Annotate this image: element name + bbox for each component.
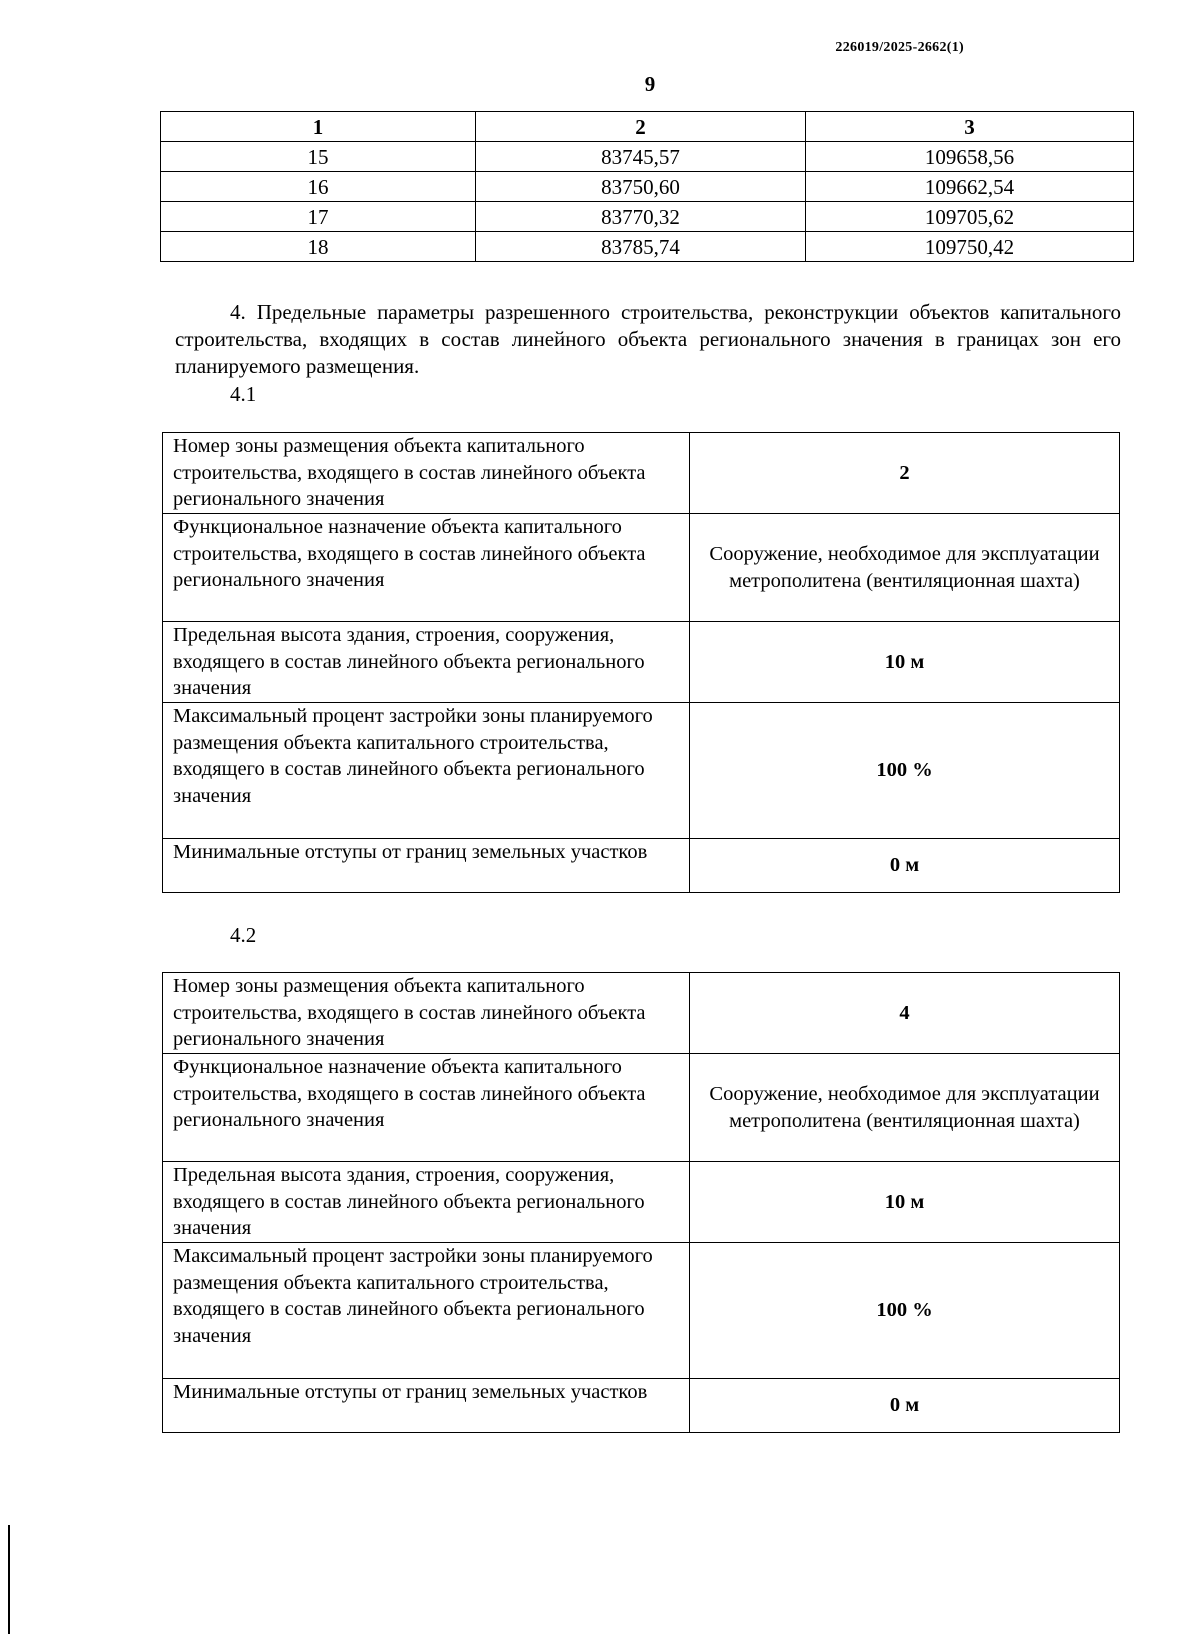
row-label: Максимальный процент застройки зоны планируемого размещения объекта капитального строительства, входящего в состав линейного объекта регионального значения — [163, 1243, 690, 1379]
subsection-label-4-1: 4.1 — [230, 382, 257, 406]
coord-y: 109750,42 — [806, 232, 1134, 262]
row-label: Максимальный процент застройки зоны планируемого размещения объекта капитального строительства, входящего в состав линейного объекта регионального значения — [163, 703, 690, 839]
point-number: 17 — [161, 202, 476, 232]
row-label: Номер зоны размещения объекта капитального строительства, входящего в состав линейного объекта регионального значения — [163, 973, 690, 1054]
max-coverage: 100 % — [690, 703, 1120, 839]
table-row — [163, 622, 1120, 703]
coord-x: 83785,74 — [476, 232, 806, 262]
max-coverage: 100 % — [690, 1243, 1120, 1379]
functional-purpose: Сооружение, необходимое для эксплуатации метрополитена (вентиляционная шахта) — [690, 1054, 1120, 1162]
column-header: 2 — [476, 112, 806, 142]
coord-x: 83745,57 — [476, 142, 806, 172]
row-label: Предельная высота здания, строения, сооружения, входящего в состав линейного объекта регионального значения — [163, 1162, 690, 1243]
table-row — [163, 703, 1120, 839]
table-row — [163, 1162, 1120, 1243]
zone-number: 2 — [690, 433, 1120, 514]
row-label: Функциональное назначение объекта капитального строительства, входящего в состав линейного объекта регионального значения — [163, 514, 690, 622]
min-setback: 0 м — [690, 1379, 1120, 1433]
document-number: 226019/2025-2662(1) — [835, 40, 964, 55]
scan-edge-line — [8, 1525, 10, 1634]
parameters-table-4-2 — [162, 972, 1120, 1433]
row-label: Минимальные отступы от границ земельных участков — [163, 839, 690, 893]
coord-x: 83750,60 — [476, 172, 806, 202]
point-number: 18 — [161, 232, 476, 262]
row-label: Предельная высота здания, строения, сооружения, входящего в состав линейного объекта регионального значения — [163, 622, 690, 703]
point-number: 16 — [161, 172, 476, 202]
table-header-row — [161, 112, 1134, 142]
table-row — [163, 433, 1120, 514]
max-height: 10 м — [690, 622, 1120, 703]
table-row — [161, 232, 1134, 262]
table-row — [163, 839, 1120, 893]
zone-number: 4 — [690, 973, 1120, 1054]
table-row — [163, 514, 1120, 622]
coordinates-table — [160, 111, 1134, 262]
min-setback: 0 м — [690, 839, 1120, 893]
page-number: 9 — [644, 72, 656, 96]
section-paragraph: 4. Предельные параметры разрешенного строительства, реконструкции объектов капитального строительства, входящих в состав линейного объекта регионального значения в границах зон его планируемого размещения. — [175, 300, 1121, 378]
table-row — [161, 142, 1134, 172]
max-height: 10 м — [690, 1162, 1120, 1243]
table-row — [161, 202, 1134, 232]
subsection-label-4-2: 4.2 — [230, 923, 257, 947]
parameters-table-4-1 — [162, 432, 1120, 893]
coord-y: 109662,54 — [806, 172, 1134, 202]
table-row — [163, 1054, 1120, 1162]
column-header: 1 — [161, 112, 476, 142]
column-header: 3 — [806, 112, 1134, 142]
table-row — [163, 973, 1120, 1054]
table-row — [161, 172, 1134, 202]
coord-x: 83770,32 — [476, 202, 806, 232]
point-number: 15 — [161, 142, 476, 172]
coord-y: 109705,62 — [806, 202, 1134, 232]
table-row — [163, 1379, 1120, 1433]
functional-purpose: Сооружение, необходимое для эксплуатации метрополитена (вентиляционная шахта) — [690, 514, 1120, 622]
coord-y: 109658,56 — [806, 142, 1134, 172]
row-label: Минимальные отступы от границ земельных участков — [163, 1379, 690, 1433]
row-label: Функциональное назначение объекта капитального строительства, входящего в состав линейного объекта регионального значения — [163, 1054, 690, 1162]
row-label: Номер зоны размещения объекта капитального строительства, входящего в состав линейного объекта регионального значения — [163, 433, 690, 514]
table-row — [163, 1243, 1120, 1379]
